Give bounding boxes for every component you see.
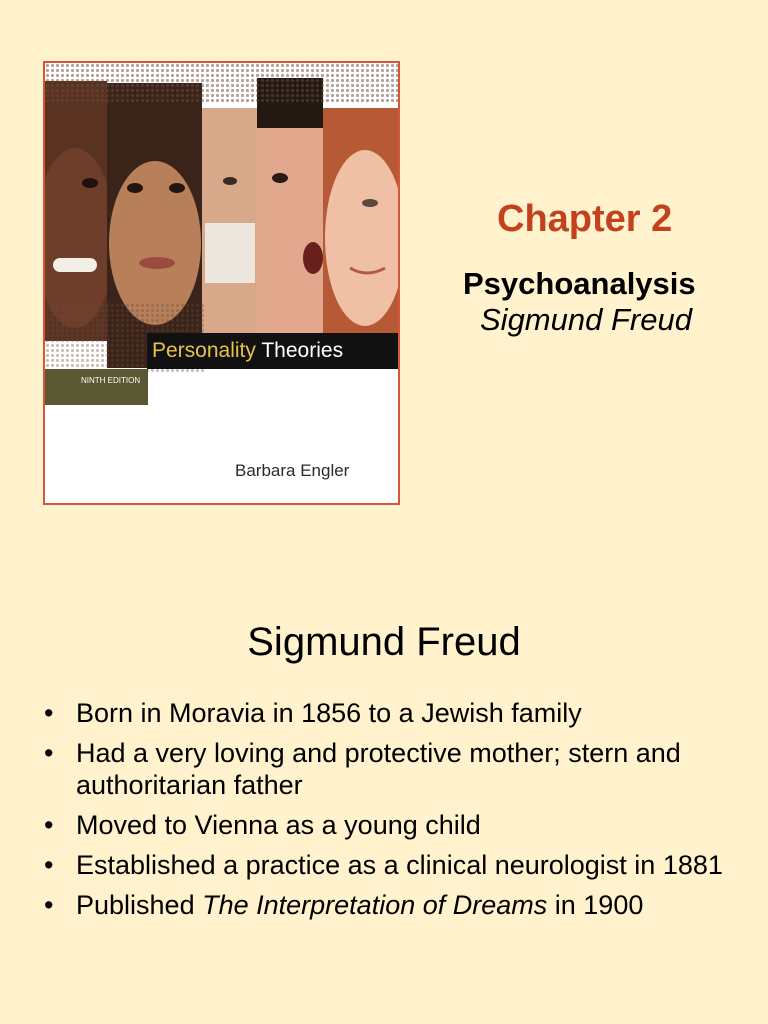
list-item	[44, 697, 734, 729]
bullet-text: Had a very loving and protective mother; stern and authoritarian father	[76, 738, 681, 800]
book-title-word1: Personality	[152, 339, 256, 362]
bullet-text: Established a practice as a clinical neurologist in 1881	[76, 850, 723, 880]
bullet-icon: •	[44, 738, 54, 768]
bullet-text-trail: in 1900	[547, 890, 644, 920]
list-item	[44, 849, 734, 881]
chapter-heading: Chapter 2	[497, 198, 673, 240]
slide-2	[0, 512, 768, 1024]
bullet-icon: •	[44, 698, 54, 728]
bullet-icon: •	[44, 890, 54, 920]
list-item	[44, 737, 734, 801]
bullet-icon: •	[44, 810, 54, 840]
subject-heading: Psychoanalysis	[463, 266, 696, 301]
book-title	[147, 333, 398, 369]
slide-title: Sigmund Freud	[247, 620, 521, 664]
bullet-icon: •	[44, 850, 54, 880]
book-cover	[43, 61, 400, 505]
list-item	[44, 889, 734, 921]
bullet-text-lead: Published	[76, 890, 203, 920]
bullet-list	[44, 697, 734, 929]
bullet-text: Moved to Vienna as a young child	[76, 810, 481, 840]
cover-faces-image	[45, 63, 398, 503]
bullet-text: Born in Moravia in 1856 to a Jewish family	[76, 698, 582, 728]
book-author: Barbara Engler	[235, 461, 350, 480]
list-item	[44, 809, 734, 841]
book-edition: NINTH EDITION	[45, 369, 148, 405]
person-heading: Sigmund Freud	[480, 302, 692, 337]
book-title-italic: The Interpretation of Dreams	[202, 890, 548, 920]
book-title-word2: Theories	[261, 339, 344, 362]
